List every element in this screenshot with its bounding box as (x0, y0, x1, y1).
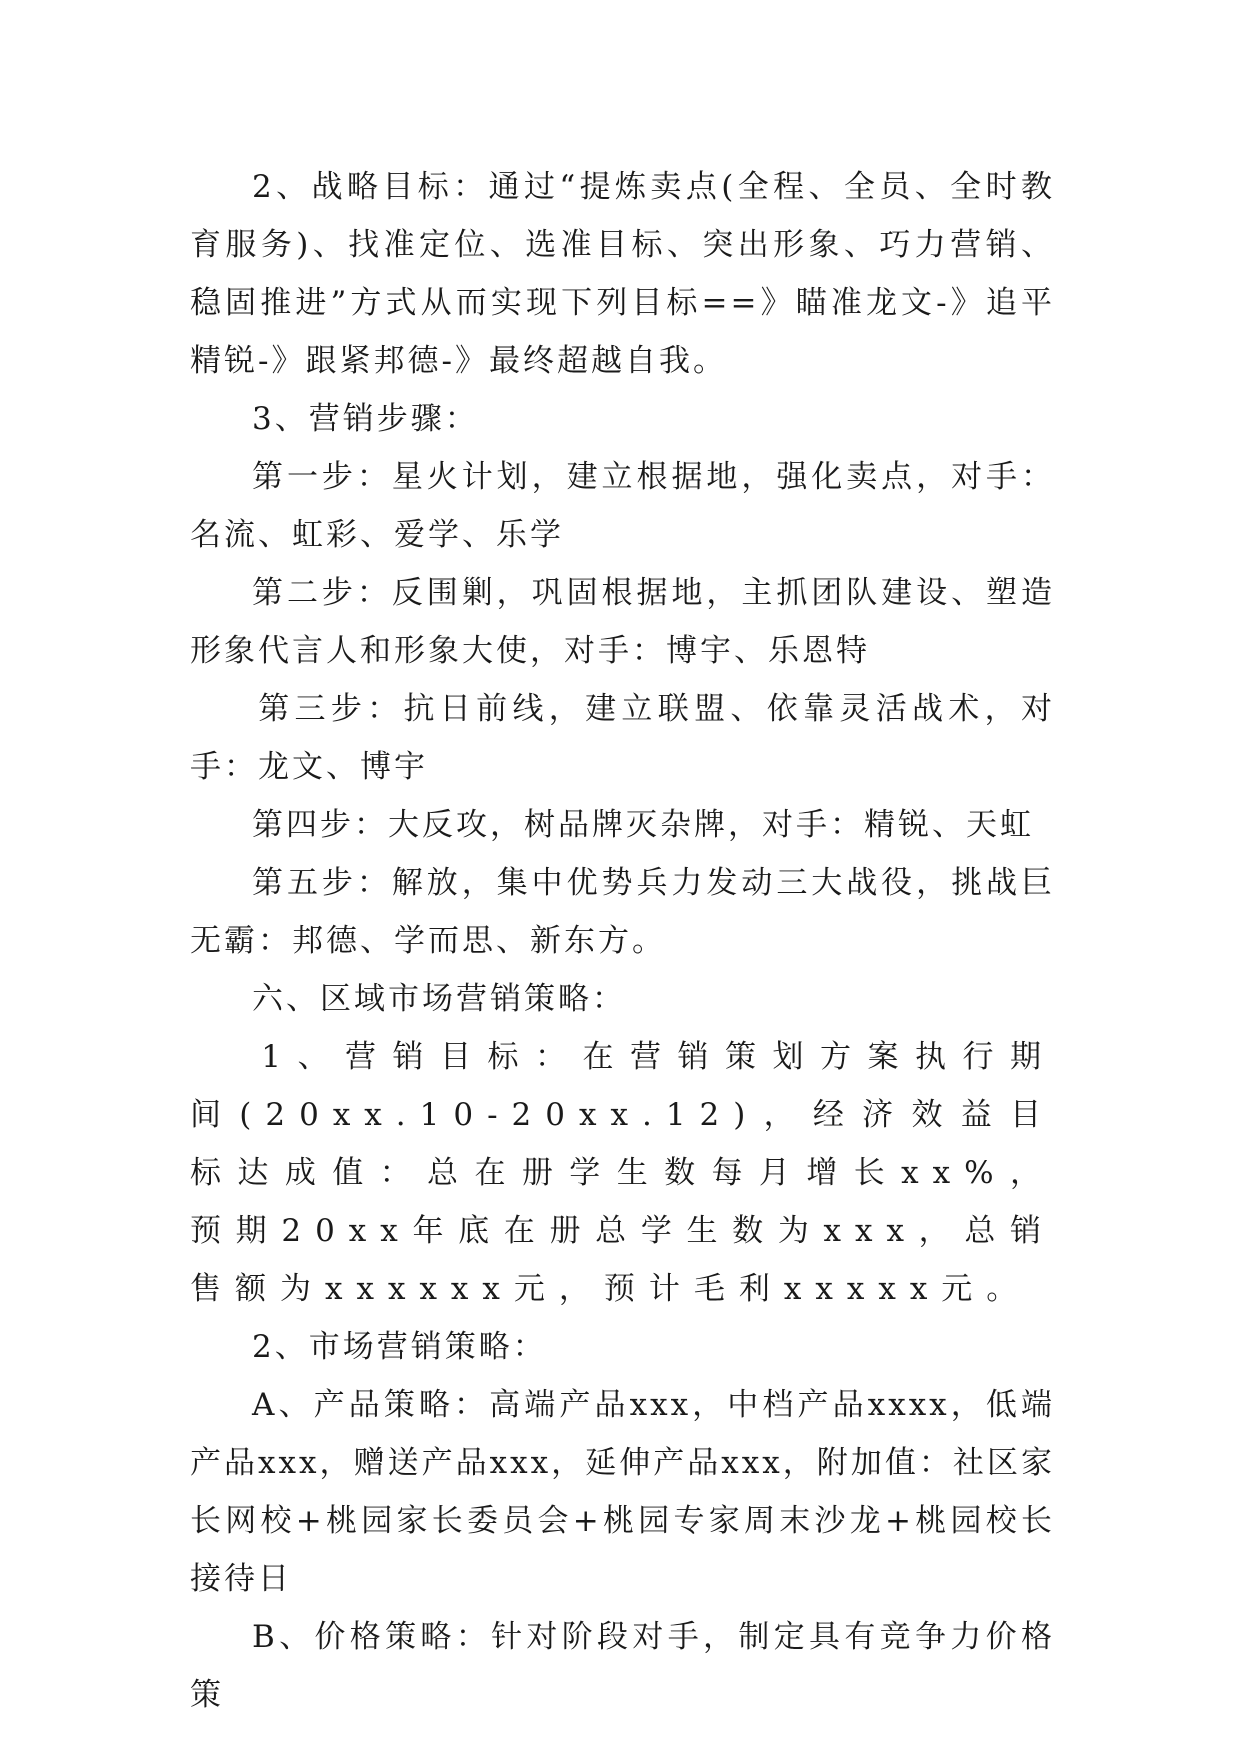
paragraph-step-two: 第二步：反围剿，巩固根据地，主抓团队建设、塑造形象代言人和形象大使，对手：博宇、乐恩特 (190, 575, 1055, 669)
document-body (190, 158, 1055, 1724)
paragraph-marketing-goal: 1、营销目标：在营销策划方案执行期间(20xx.10-20xx.12)，经济效益目标达成值：总在册学生数每月增长xx%，预期20xx年底在册总学生数为xxx，总销售额为xxxxxx元，预计毛利xxxxx元。 (190, 1039, 1055, 1307)
paragraph-step-five: 第五步：解放，集中优势兵力发动三大战役，挑战巨无霸：邦德、学而思、新东方。 (190, 865, 1055, 959)
paragraph-product-strategy: A、产品策略：高端产品xxx，中档产品xxxx，低端产品xxx，赠送产品xxx，延伸产品xxx，附加值：社区家长网校+桃园家长委员会+桃园专家周末沙龙+桃园校长接待日 (190, 1387, 1056, 1597)
paragraph-step-four: 第四步：大反攻，树品牌灭杂牌，对手：精锐、天虹 (252, 807, 1034, 843)
paragraph-step-three: 第三步：抗日前线，建立联盟、依靠灵活战术，对手：龙文、博宇 (190, 691, 1055, 785)
paragraph-strategy-goal: 2、战略目标：通过“提炼卖点(全程、全员、全时教育服务)、找准定位、选准目标、突出形象、巧力营销、稳固推进”方式从而实现下列目标==》瞄准龙文-》追平精锐-》跟紧邦德-》最终超越自我。 (190, 169, 1055, 379)
section-heading-regional-strategy: 六、区域市场营销策略： (252, 981, 626, 1017)
paragraph-step-one: 第一步：星火计划，建立根据地，强化卖点，对手：名流、虹彩、爱学、乐学 (190, 459, 1055, 553)
paragraph-price-strategy: B、价格策略：针对阶段对手，制定具有竞争力价格策 (190, 1619, 1055, 1713)
paragraph-market-strategy-heading: 2、市场营销策略： (252, 1329, 547, 1365)
paragraph-marketing-steps-heading: 3、营销步骤： (252, 401, 479, 437)
